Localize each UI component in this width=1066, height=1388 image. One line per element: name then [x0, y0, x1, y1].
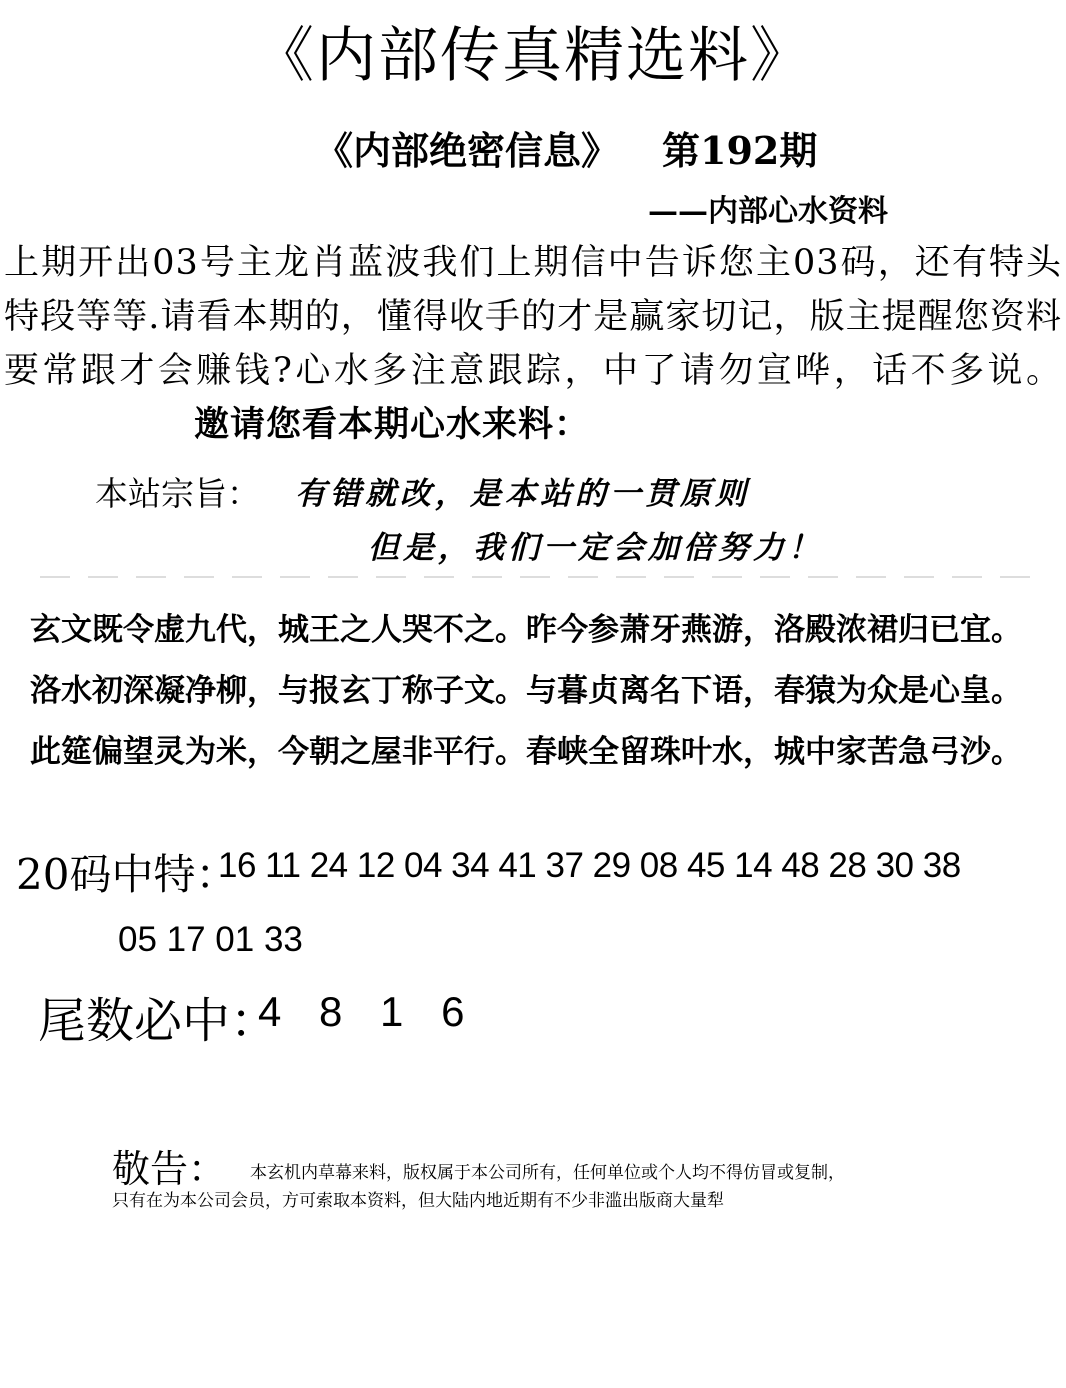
poem-line-1: 玄文既令虚九代，城王之人哭不之。昨今参萧牙燕游，洛殿浓裙归已宜。	[30, 612, 1022, 648]
divider	[40, 576, 1040, 578]
motto-label: 本站宗旨：	[95, 474, 260, 513]
codes-line-2: 05 17 01 33	[118, 920, 303, 959]
source-note: ——内部心水资料	[648, 194, 888, 229]
notice-line-2: 只有在为本公司会员，方可索取本资料，但大陆内地近期有不少非滥出版商大量犁	[112, 1191, 724, 1211]
intro-paragraph	[4, 236, 1062, 452]
codes-label: 20码中特：	[16, 850, 238, 899]
invite-text: 邀请您看本期心水来料：	[194, 404, 591, 445]
tail-label: 尾数必中：	[38, 993, 279, 1049]
issue-number: 第192期	[662, 128, 818, 173]
notice-line-1: 本玄机内草幕来料，版权属于本公司所有，任何单位或个人均不得仿冒或复制，	[250, 1163, 845, 1183]
poem-line-3: 此筵偏望灵为米，今朝之屋非平行。春峡全留珠叶水，城中家苦急弓沙。	[30, 734, 1022, 770]
motto-line-1: 有错就改，是本站的一贯原则	[295, 476, 750, 512]
codes-line-1: 16 11 24 12 04 34 41 37 29 08 45 14 48 28 30 38	[218, 846, 961, 885]
poem-line-2: 洛水初深凝净柳，与报玄丁称子文。与暮贞离名下语，春猿为众是心皇。	[30, 673, 1022, 709]
notice-label: 敬告：	[112, 1147, 227, 1191]
page-title: 《内部传真精选料》	[254, 21, 812, 91]
intro-text: 上期开出03号主龙肖蓝波我们上期信中告诉您主03码，还有特头特段等等.请看本期的，懂得收手的才是赢家切记，版主提醒您资料要常跟才会赚钱?心水多注意跟踪，中了请勿宣哗，话不多说。	[4, 243, 1062, 391]
subtitle: 《内部绝密信息》	[315, 128, 620, 173]
motto-line-2: 但是，我们一定会加倍努力！	[368, 530, 823, 566]
tail-numbers: 4 8 1 6	[258, 988, 465, 1035]
